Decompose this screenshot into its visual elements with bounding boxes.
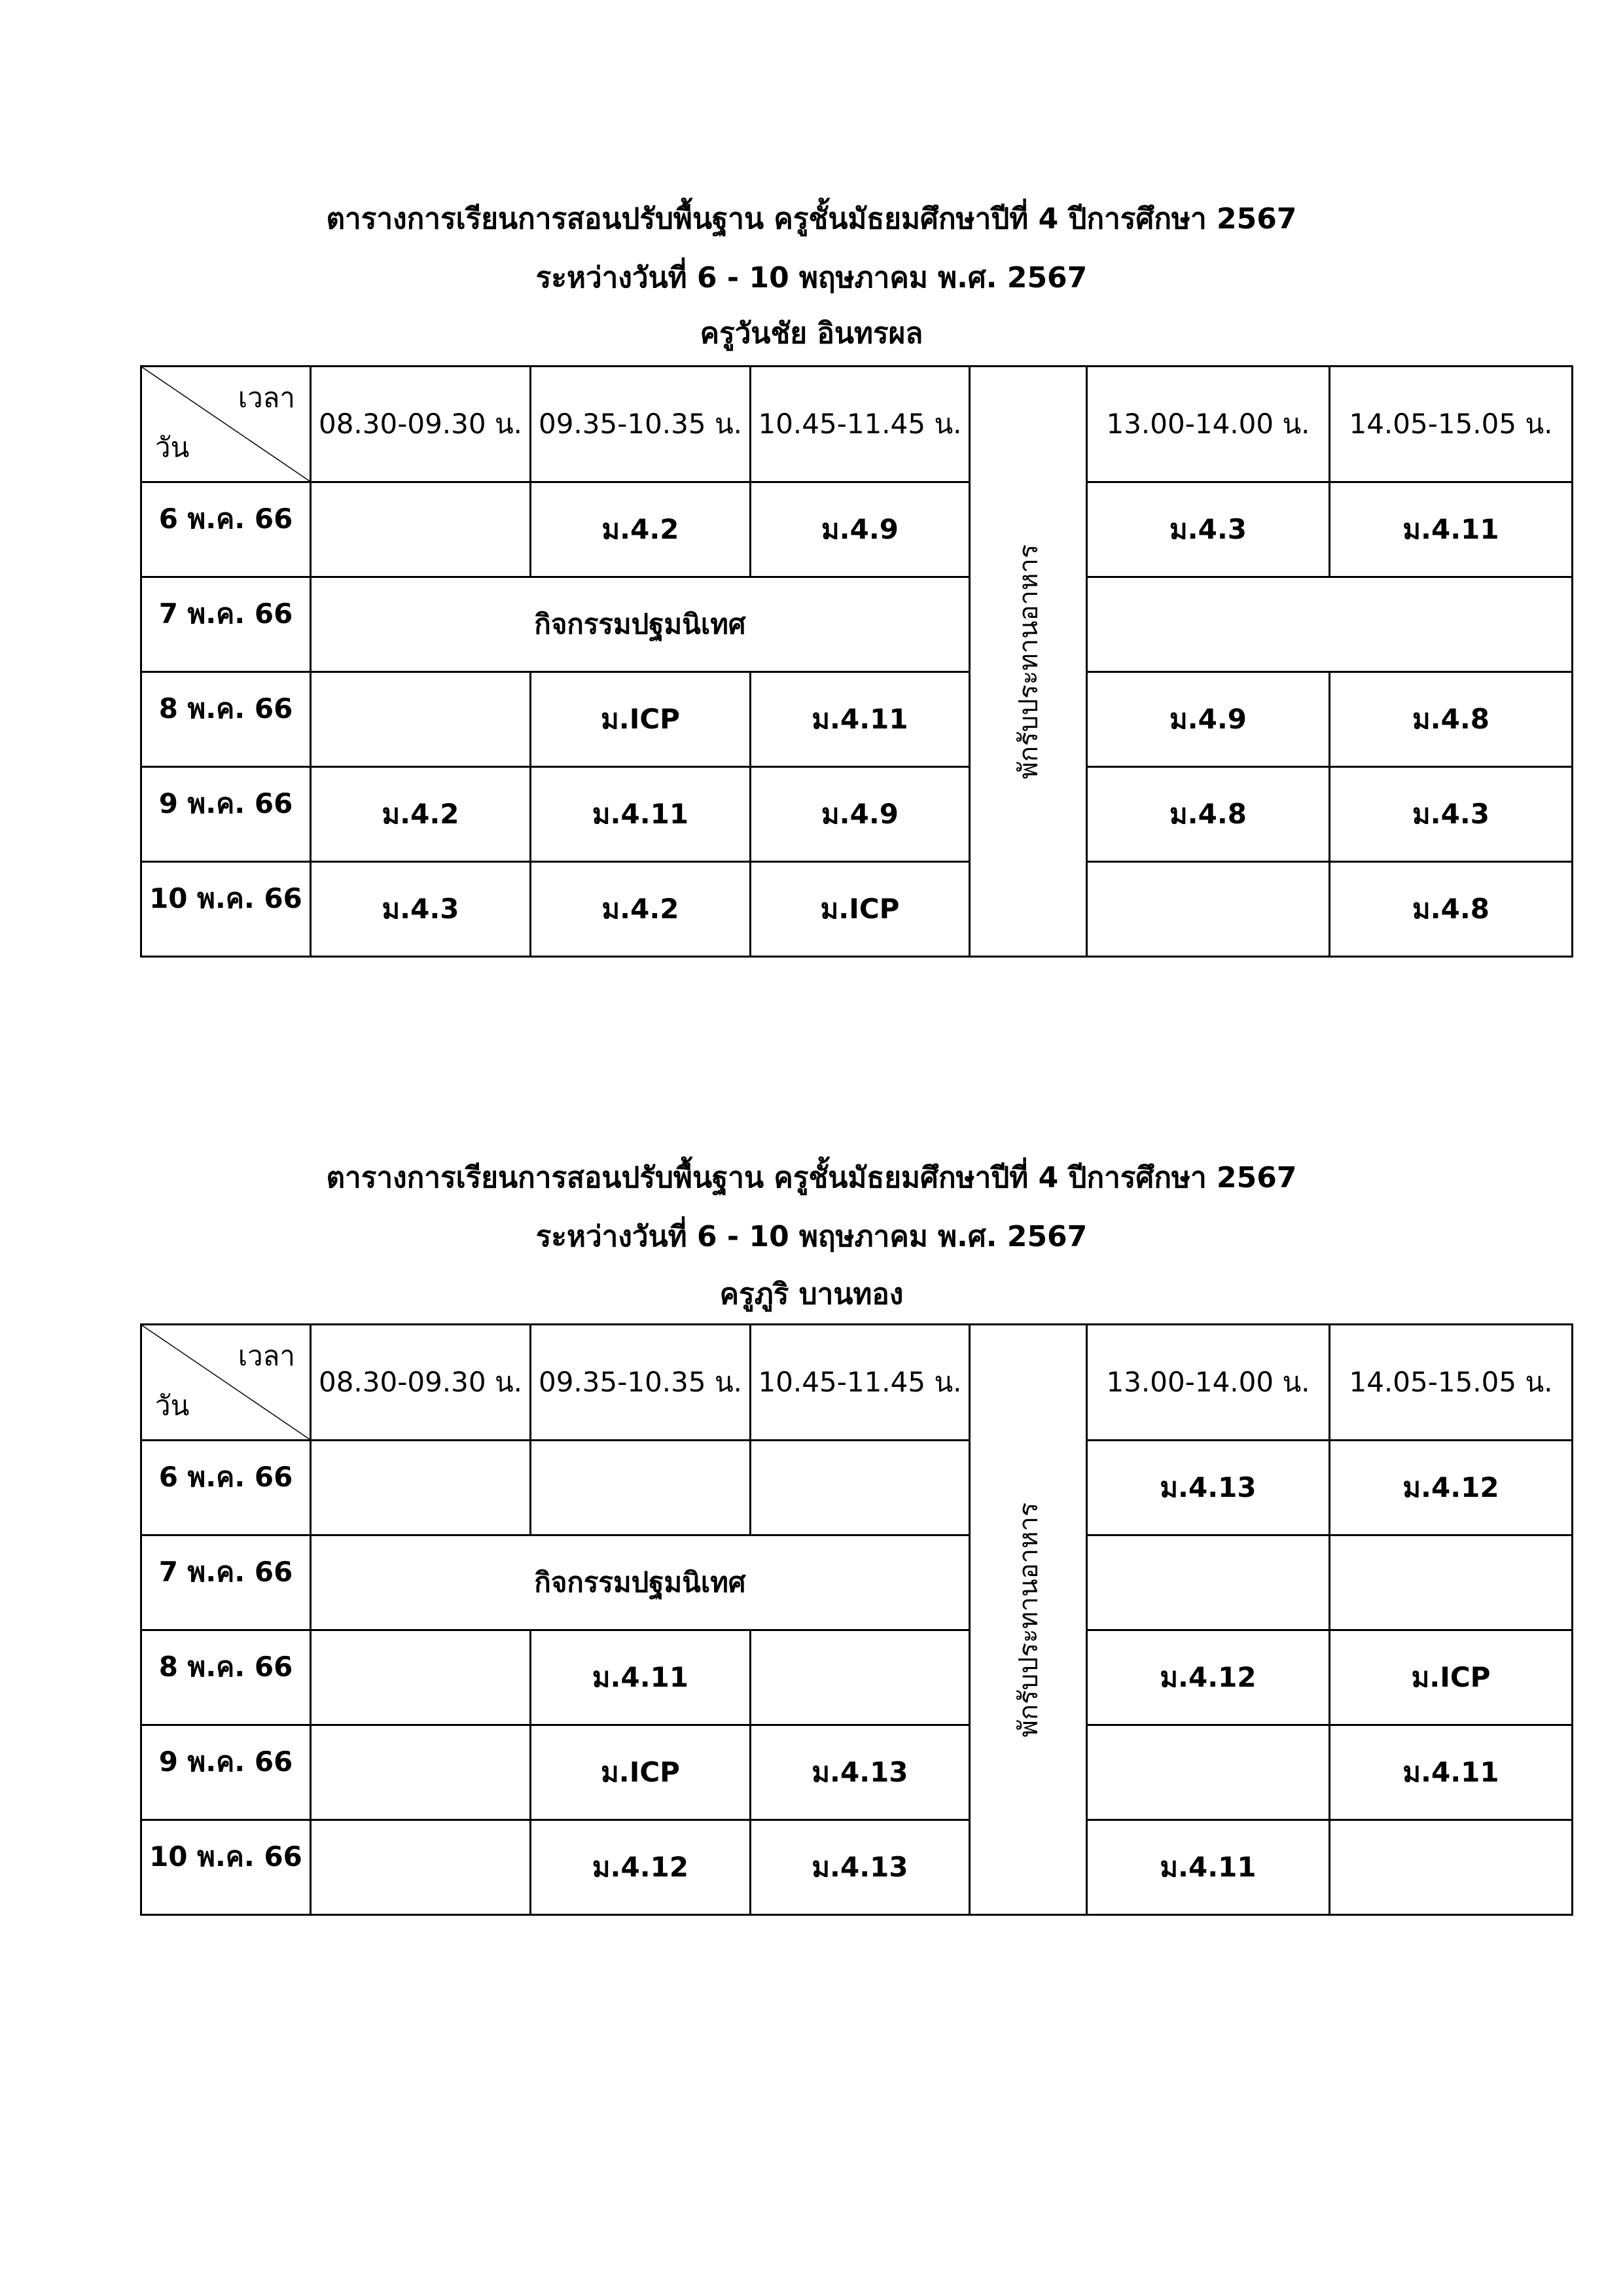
class-cell [311,672,531,767]
lunch-break-label: พักรับประทานอาหาร [1014,544,1044,779]
lunch-break-column [970,1325,1087,1915]
day-cell: 6 พ.ค. 66 [141,1441,311,1535]
day-cell: 10 พ.ค. 66 [141,1820,311,1915]
class-cell [311,1630,531,1725]
schedule-2-teacher: ครูภูริ บานทอง [719,1278,904,1311]
class-cell [751,1441,970,1535]
table-row [141,1441,1573,1535]
table-row [141,1725,1573,1820]
class-cell: ม.4.2 [531,862,751,957]
class-cell [1087,1725,1330,1820]
time-header: 14.05-15.05 น. [1330,1325,1573,1441]
schedule-2-title: ตารางการเรียนการสอนปรับพื้นฐาน ครูชั้นมัธยมศึกษาปีที่ 4 ปีการศึกษา 2567 [326,1161,1297,1194]
class-cell: ม.4.2 [311,767,531,862]
class-cell: ม.4.8 [1087,767,1330,862]
class-cell: ม.ICP [531,672,751,767]
schedule-1-table [140,365,1573,958]
class-cell: ม.ICP [531,1725,751,1820]
class-cell: ม.4.8 [1330,862,1573,957]
class-cell: ม.4.13 [1087,1441,1330,1535]
table-row [141,1535,1573,1630]
table-row [141,767,1573,862]
table-row [141,672,1573,767]
class-cell: ม.4.8 [1330,672,1573,767]
day-cell: 9 พ.ค. 66 [141,767,311,862]
time-header: 09.35-10.35 น. [531,1325,751,1441]
corner-day-label: วัน [155,431,190,463]
table-row [141,1630,1573,1725]
class-cell: ม.4.12 [531,1820,751,1915]
time-header: 10.45-11.45 น. [751,1325,970,1441]
table-row [141,482,1573,577]
schedule-1-title: ตารางการเรียนการสอนปรับพื้นฐาน ครูชั้นมัธยมศึกษาปีที่ 4 ปีการศึกษา 2567 [326,202,1297,236]
day-cell: 8 พ.ค. 66 [141,1630,311,1725]
class-cell: ม.4.11 [1087,1820,1330,1915]
day-cell: 8 พ.ค. 66 [141,672,311,767]
class-cell: ม.4.12 [1087,1630,1330,1725]
class-cell: ม.4.9 [751,482,970,577]
class-cell: ม.4.11 [531,1630,751,1725]
time-header: 09.35-10.35 น. [531,367,751,482]
class-cell: ม.ICP [751,862,970,957]
class-cell: ม.4.2 [531,482,751,577]
header-row [141,367,1573,482]
class-cell: ม.4.11 [1330,482,1573,577]
time-header: 13.00-14.00 น. [1087,1325,1330,1441]
day-cell: 7 พ.ค. 66 [141,1535,311,1630]
orientation-activity-cell: กิจกรรมปฐมนิเทศ [311,1535,970,1630]
class-cell [1087,862,1330,957]
corner-header-cell [141,367,311,482]
class-cell: ม.4.9 [751,767,970,862]
time-header: 08.30-09.30 น. [311,1325,531,1441]
class-cell [311,1725,531,1820]
table-row [141,577,1573,672]
class-cell [751,1630,970,1725]
schedule-1-teacher: ครูวันชัย อินทรผล [700,317,923,350]
schedule-2-date-range: ระหว่างวันที่ 6 - 10 พฤษภาคม พ.ศ. 2567 [535,1220,1088,1253]
schedule-2-table [140,1323,1573,1916]
corner-time-label: เวลา [238,1340,295,1372]
class-cell: ม.4.3 [311,862,531,957]
class-cell [1330,1820,1573,1915]
header-row [141,1325,1573,1441]
corner-header-cell [141,1325,311,1441]
time-header: 13.00-14.00 น. [1087,367,1330,482]
table-row [141,1820,1573,1915]
class-cell [311,482,531,577]
day-cell: 7 พ.ค. 66 [141,577,311,672]
day-cell: 10 พ.ค. 66 [141,862,311,957]
lunch-break-label: พักรับประทานอาหาร [1014,1502,1044,1737]
class-cell [311,1441,531,1535]
schedule-1-date-range: ระหว่างวันที่ 6 - 10 พฤษภาคม พ.ศ. 2567 [535,261,1088,295]
class-cell: ม.ICP [1330,1630,1573,1725]
time-header: 10.45-11.45 น. [751,367,970,482]
class-cell: ม.4.12 [1330,1441,1573,1535]
class-cell [1330,1535,1573,1630]
empty-afternoon-cell [1087,577,1573,672]
class-cell: ม.4.9 [1087,672,1330,767]
class-cell: ม.4.11 [751,672,970,767]
class-cell [311,1820,531,1915]
class-cell [531,1441,751,1535]
class-cell: ม.4.3 [1087,482,1330,577]
table-row [141,862,1573,957]
time-header: 14.05-15.05 น. [1330,367,1573,482]
corner-time-label: เวลา [238,382,295,414]
orientation-activity-cell: กิจกรรมปฐมนิเทศ [311,577,970,672]
day-cell: 6 พ.ค. 66 [141,482,311,577]
class-cell: ม.4.13 [751,1725,970,1820]
class-cell: ม.4.13 [751,1820,970,1915]
day-cell: 9 พ.ค. 66 [141,1725,311,1820]
corner-day-label: วัน [155,1390,190,1422]
class-cell: ม.4.3 [1330,767,1573,862]
time-header: 08.30-09.30 น. [311,367,531,482]
lunch-break-column [970,367,1087,957]
class-cell: ม.4.11 [531,767,751,862]
class-cell [1087,1535,1330,1630]
class-cell: ม.4.11 [1330,1725,1573,1820]
